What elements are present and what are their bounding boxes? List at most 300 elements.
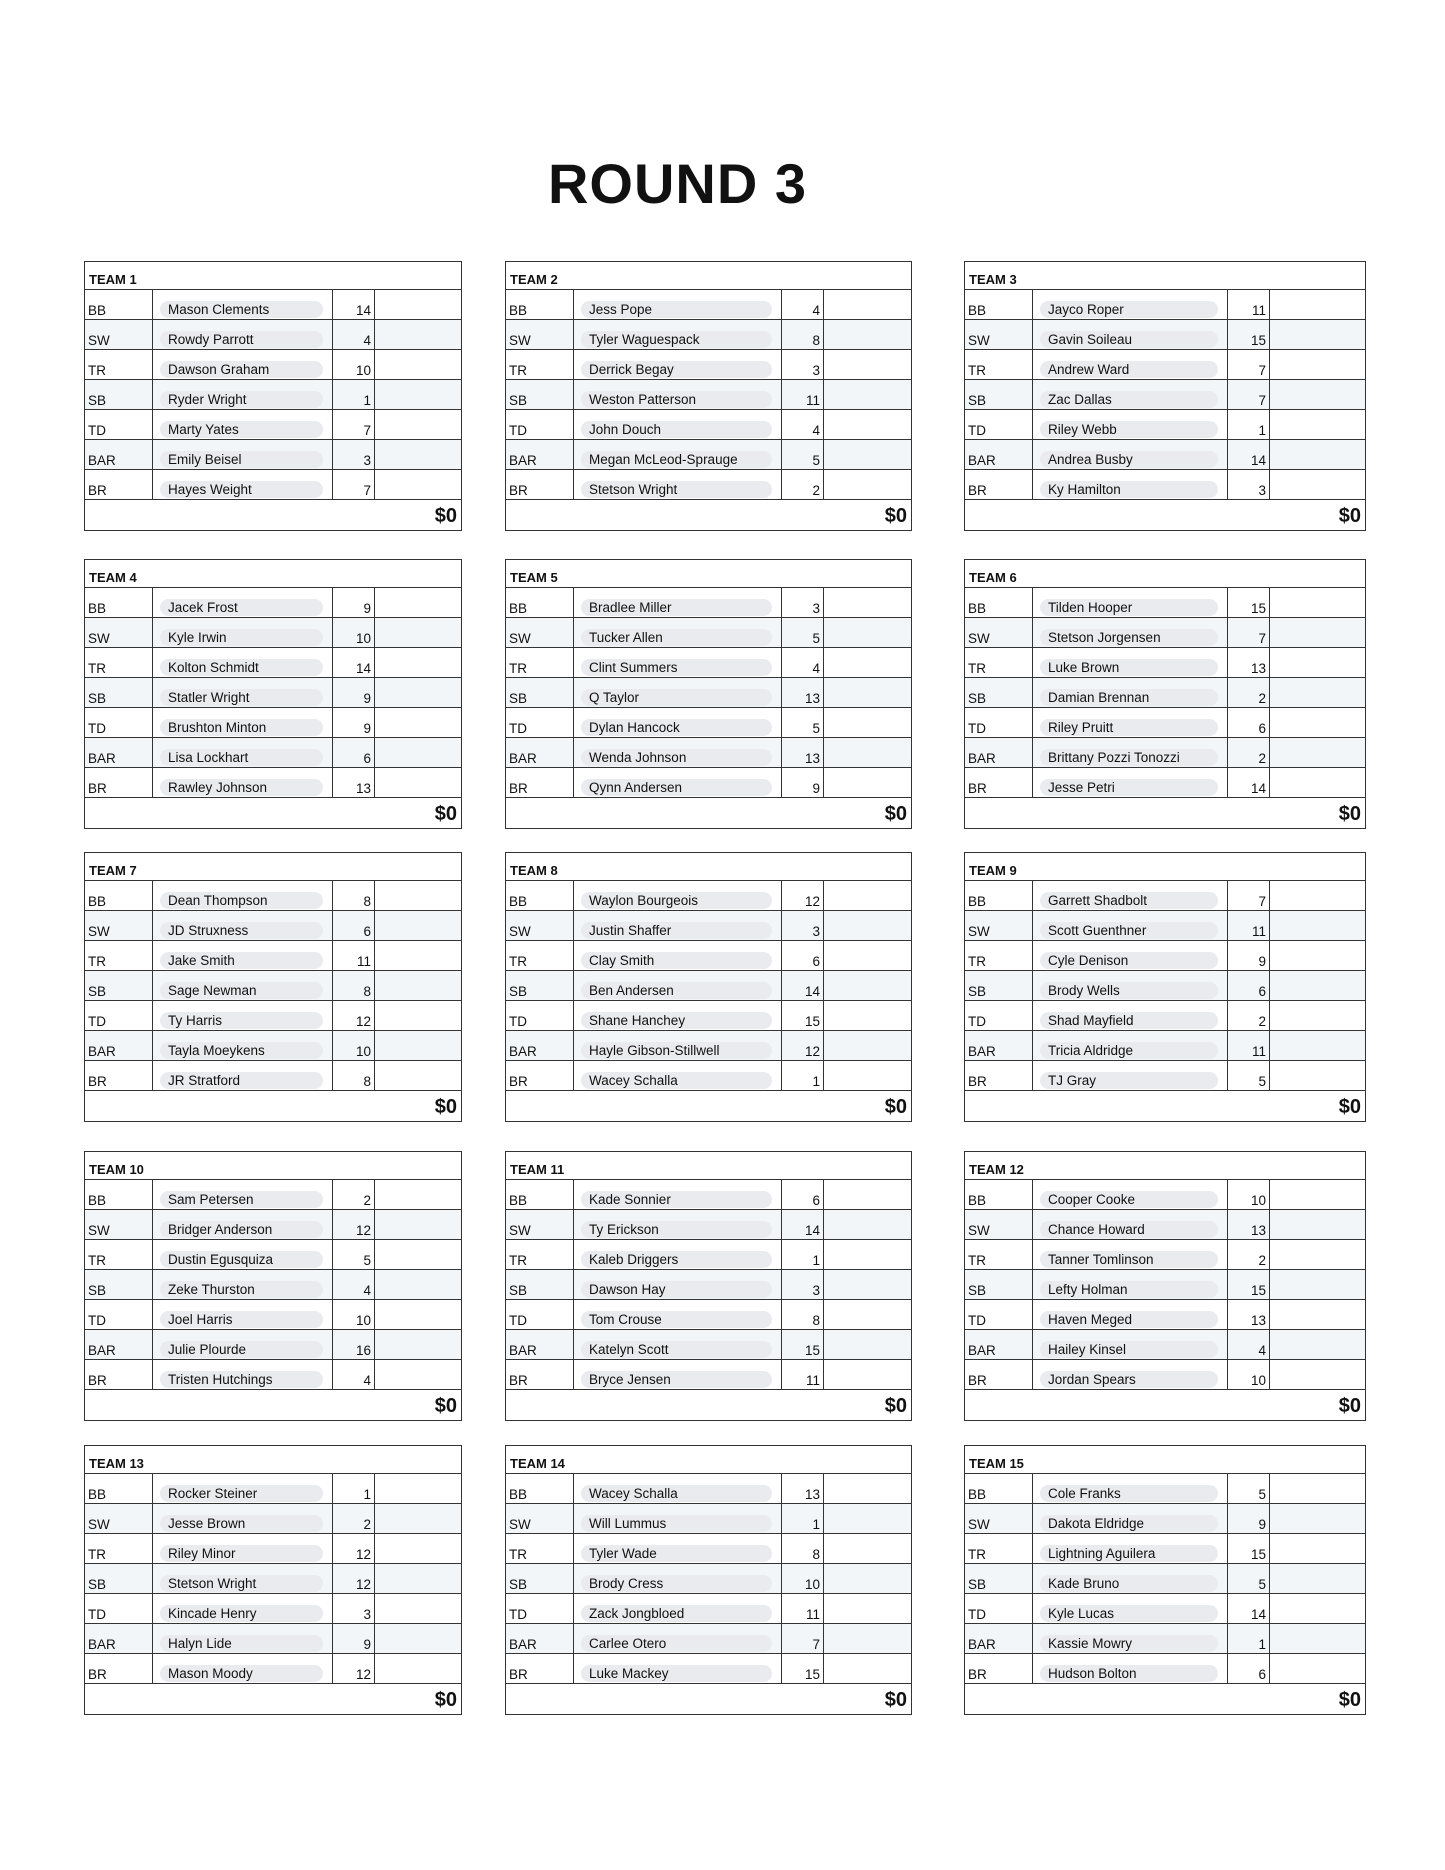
earnings-cell[interactable] (824, 1474, 911, 1503)
event-code: TD (965, 1001, 1033, 1030)
team-row (85, 1360, 461, 1390)
earnings-cell[interactable] (1270, 708, 1365, 737)
team-row (506, 1474, 911, 1504)
earnings-cell[interactable] (375, 380, 461, 409)
player-name[interactable]: Hayes Weight (160, 481, 323, 498)
team-row (965, 588, 1365, 618)
player-cell (574, 768, 782, 797)
player-cell (1033, 1564, 1228, 1593)
player-name[interactable]: Ty Harris (160, 1012, 323, 1029)
player-name[interactable]: Garrett Shadbolt (1040, 892, 1218, 909)
player-name[interactable]: JD Struxness (160, 922, 323, 939)
player-rank: 6 (1228, 1654, 1270, 1683)
earnings-cell[interactable] (824, 1330, 911, 1359)
player-name[interactable]: Tucker Allen (581, 629, 772, 646)
player-name[interactable]: Clay Smith (581, 952, 772, 969)
earnings-cell[interactable] (824, 1534, 911, 1563)
event-code: BR (506, 470, 574, 499)
earnings-cell[interactable] (824, 1210, 911, 1239)
player-name[interactable]: Cole Franks (1040, 1485, 1218, 1502)
player-name[interactable]: Halyn Lide (160, 1635, 323, 1652)
player-name[interactable]: Will Lummus (581, 1515, 772, 1532)
earnings-cell[interactable] (375, 941, 461, 970)
player-name[interactable]: Dylan Hancock (581, 719, 772, 736)
team-name: TEAM 4 (85, 560, 461, 588)
earnings-cell[interactable] (824, 1654, 911, 1683)
player-name[interactable]: Brody Wells (1040, 982, 1218, 999)
earnings-cell[interactable] (375, 1474, 461, 1503)
team-row (85, 1564, 461, 1594)
earnings-cell[interactable] (375, 440, 461, 469)
earnings-cell[interactable] (824, 648, 911, 677)
earnings-cell[interactable] (1270, 648, 1365, 677)
player-name[interactable]: Julie Plourde (160, 1341, 323, 1358)
player-name[interactable]: Mason Moody (160, 1665, 323, 1682)
earnings-cell[interactable] (824, 1300, 911, 1329)
team-row (965, 1474, 1365, 1504)
earnings-cell[interactable] (375, 881, 461, 910)
player-cell (574, 1330, 782, 1359)
earnings-cell[interactable] (375, 971, 461, 1000)
team-row (965, 290, 1365, 320)
earnings-cell[interactable] (824, 941, 911, 970)
player-name[interactable]: Tyler Wade (581, 1545, 772, 1562)
player-name[interactable]: Haven Meged (1040, 1311, 1218, 1328)
player-name[interactable]: JR Stratford (160, 1072, 323, 1089)
earnings-cell[interactable] (375, 1001, 461, 1030)
team-row (85, 1534, 461, 1564)
player-name[interactable]: Lefty Holman (1040, 1281, 1218, 1298)
player-name[interactable]: Bradlee Miller (581, 599, 772, 616)
player-cell (153, 1330, 333, 1359)
event-code: BB (85, 881, 153, 910)
event-code: BR (85, 768, 153, 797)
player-name[interactable]: Ben Andersen (581, 982, 772, 999)
player-cell (1033, 1624, 1228, 1653)
earnings-cell[interactable] (824, 1504, 911, 1533)
player-name[interactable]: Mason Clements (160, 301, 323, 318)
player-name[interactable]: Rawley Johnson (160, 779, 323, 796)
earnings-cell[interactable] (375, 1504, 461, 1533)
earnings-cell[interactable] (1270, 881, 1365, 910)
earnings-cell[interactable] (824, 588, 911, 617)
earnings-cell[interactable] (1270, 1474, 1365, 1503)
earnings-cell[interactable] (824, 410, 911, 439)
player-cell (153, 1360, 333, 1389)
earnings-cell[interactable] (375, 1330, 461, 1359)
earnings-cell[interactable] (375, 618, 461, 647)
earnings-cell[interactable] (375, 1270, 461, 1299)
team-row (85, 1270, 461, 1300)
player-cell (153, 1210, 333, 1239)
player-name[interactable]: Kaleb Driggers (581, 1251, 772, 1268)
player-name[interactable]: Jake Smith (160, 952, 323, 969)
player-name[interactable]: Damian Brennan (1040, 689, 1218, 706)
earnings-cell[interactable] (824, 1001, 911, 1030)
earnings-cell[interactable] (375, 1300, 461, 1329)
player-rank: 13 (782, 1474, 824, 1503)
player-name[interactable]: Bridger Anderson (160, 1221, 323, 1238)
earnings-cell[interactable] (375, 648, 461, 677)
player-name[interactable]: Ty Erickson (581, 1221, 772, 1238)
earnings-cell[interactable] (375, 1534, 461, 1563)
player-name[interactable]: Andrea Busby (1040, 451, 1218, 468)
player-rank: 2 (333, 1180, 375, 1209)
player-name[interactable]: Brody Cress (581, 1575, 772, 1592)
team-row (965, 440, 1365, 470)
player-name[interactable]: Justin Shaffer (581, 922, 772, 939)
player-name[interactable]: Jayco Roper (1040, 301, 1218, 318)
player-cell (153, 768, 333, 797)
player-name[interactable]: Scott Guenthner (1040, 922, 1218, 939)
event-code: TD (85, 708, 153, 737)
player-name[interactable]: John Douch (581, 421, 772, 438)
player-name[interactable]: Clint Summers (581, 659, 772, 676)
player-name[interactable]: Zac Dallas (1040, 391, 1218, 408)
player-cell (574, 1210, 782, 1239)
player-name[interactable]: Riley Pruitt (1040, 719, 1218, 736)
team-row (965, 1330, 1365, 1360)
earnings-cell[interactable] (1270, 1654, 1365, 1683)
player-rank: 11 (1228, 290, 1270, 319)
team-row (506, 470, 911, 500)
player-rank: 15 (1228, 1270, 1270, 1299)
player-name[interactable]: Katelyn Scott (581, 1341, 772, 1358)
earnings-cell[interactable] (1270, 1210, 1365, 1239)
player-name[interactable]: Dawson Graham (160, 361, 323, 378)
team-row (85, 1474, 461, 1504)
earnings-cell[interactable] (375, 1240, 461, 1269)
earnings-cell[interactable] (1270, 380, 1365, 409)
earnings-cell[interactable] (1270, 1594, 1365, 1623)
earnings-cell[interactable] (824, 618, 911, 647)
player-name[interactable]: Stetson Wright (581, 481, 772, 498)
earnings-cell[interactable] (375, 1031, 461, 1060)
earnings-cell[interactable] (824, 1360, 911, 1389)
earnings-cell[interactable] (375, 470, 461, 499)
team-row (965, 1534, 1365, 1564)
player-name[interactable]: Tricia Aldridge (1040, 1042, 1218, 1059)
earnings-cell[interactable] (1270, 941, 1365, 970)
event-code: SW (506, 1210, 574, 1239)
earnings-cell[interactable] (375, 1624, 461, 1653)
player-name[interactable]: Lightning Aguilera (1040, 1545, 1218, 1562)
team-card (505, 1445, 912, 1715)
earnings-cell[interactable] (1270, 1564, 1365, 1593)
team-row (965, 1624, 1365, 1654)
player-name[interactable]: Tristen Hutchings (160, 1371, 323, 1388)
player-name[interactable]: Dustin Egusquiza (160, 1251, 323, 1268)
earnings-cell[interactable] (375, 1061, 461, 1090)
earnings-cell[interactable] (375, 320, 461, 349)
team-row (506, 1594, 911, 1624)
player-rank: 8 (333, 1061, 375, 1090)
earnings-cell[interactable] (375, 410, 461, 439)
player-name[interactable]: Tanner Tomlinson (1040, 1251, 1218, 1268)
player-name[interactable]: Tyler Waguespack (581, 331, 772, 348)
team-name: TEAM 9 (965, 853, 1365, 881)
player-name[interactable]: Jesse Petri (1040, 779, 1218, 796)
event-code: TR (85, 1240, 153, 1269)
earnings-cell[interactable] (375, 350, 461, 379)
player-cell (1033, 290, 1228, 319)
player-name[interactable]: Kade Bruno (1040, 1575, 1218, 1592)
player-rank: 12 (782, 881, 824, 910)
earnings-cell[interactable] (375, 738, 461, 767)
player-name[interactable]: Kassie Mowry (1040, 1635, 1218, 1652)
earnings-cell[interactable] (375, 768, 461, 797)
earnings-cell[interactable] (375, 1180, 461, 1209)
player-name[interactable]: Jesse Brown (160, 1515, 323, 1532)
player-name[interactable]: Derrick Begay (581, 361, 772, 378)
player-name[interactable]: Riley Minor (160, 1545, 323, 1562)
player-name[interactable]: Tilden Hooper (1040, 599, 1218, 616)
event-code: TR (506, 941, 574, 970)
player-rank: 9 (782, 768, 824, 797)
player-name[interactable]: Riley Webb (1040, 421, 1218, 438)
earnings-cell[interactable] (375, 911, 461, 940)
player-name[interactable]: Ryder Wright (160, 391, 323, 408)
earnings-cell[interactable] (824, 1031, 911, 1060)
team-total: $0 (884, 1395, 907, 1417)
player-name[interactable]: Sam Petersen (160, 1191, 323, 1208)
earnings-cell[interactable] (824, 320, 911, 349)
earnings-cell[interactable] (1270, 588, 1365, 617)
earnings-cell[interactable] (824, 1061, 911, 1090)
player-name[interactable]: Kyle Lucas (1040, 1605, 1218, 1622)
event-code: SW (85, 320, 153, 349)
player-name[interactable]: Wacey Schalla (581, 1485, 772, 1502)
player-cell (1033, 648, 1228, 677)
player-name[interactable]: Dean Thompson (160, 892, 323, 909)
player-name[interactable]: Luke Brown (1040, 659, 1218, 676)
earnings-cell[interactable] (1270, 1001, 1365, 1030)
earnings-cell[interactable] (375, 1210, 461, 1239)
earnings-cell[interactable] (1270, 440, 1365, 469)
player-cell (574, 410, 782, 439)
event-code: BR (85, 1654, 153, 1683)
player-cell (153, 1001, 333, 1030)
player-name[interactable]: Rowdy Parrott (160, 331, 323, 348)
team-row (85, 1654, 461, 1684)
event-code: SB (506, 971, 574, 1000)
player-cell (153, 440, 333, 469)
player-cell (153, 1180, 333, 1209)
player-cell (574, 1300, 782, 1329)
player-cell (1033, 1240, 1228, 1269)
earnings-cell[interactable] (824, 440, 911, 469)
team-row (85, 678, 461, 708)
earnings-cell[interactable] (1270, 1360, 1365, 1389)
player-name[interactable]: Jacek Frost (160, 599, 323, 616)
earnings-cell[interactable] (824, 1564, 911, 1593)
earnings-cell[interactable] (375, 1360, 461, 1389)
earnings-cell[interactable] (1270, 290, 1365, 319)
team-total: $0 (884, 803, 907, 825)
event-code: BB (85, 290, 153, 319)
earnings-cell[interactable] (1270, 911, 1365, 940)
player-rank: 5 (782, 618, 824, 647)
earnings-cell[interactable] (375, 290, 461, 319)
player-name[interactable]: TJ Gray (1040, 1072, 1218, 1089)
player-name[interactable]: Dakota Eldridge (1040, 1515, 1218, 1532)
player-name[interactable]: Stetson Jorgensen (1040, 629, 1218, 646)
player-cell (1033, 1270, 1228, 1299)
team-total: $0 (434, 1096, 457, 1118)
player-cell (1033, 1061, 1228, 1090)
player-rank: 11 (1228, 1031, 1270, 1060)
earnings-cell[interactable] (375, 1654, 461, 1683)
player-name[interactable]: Cyle Denison (1040, 952, 1218, 969)
earnings-cell[interactable] (1270, 410, 1365, 439)
team-row (506, 618, 911, 648)
player-rank: 13 (1228, 1210, 1270, 1239)
player-rank: 3 (782, 350, 824, 379)
player-name[interactable]: Lisa Lockhart (160, 749, 323, 766)
player-name[interactable]: Jess Pope (581, 301, 772, 318)
player-name[interactable]: Emily Beisel (160, 451, 323, 468)
player-name[interactable]: Kincade Henry (160, 1605, 323, 1622)
earnings-cell[interactable] (824, 881, 911, 910)
earnings-cell[interactable] (375, 1594, 461, 1623)
player-name[interactable]: Hailey Kinsel (1040, 1341, 1218, 1358)
earnings-cell[interactable] (1270, 320, 1365, 349)
player-name[interactable]: Hayle Gibson-Stillwell (581, 1042, 772, 1059)
team-card (84, 852, 462, 1122)
player-name[interactable]: Zeke Thurston (160, 1281, 323, 1298)
earnings-cell[interactable] (375, 678, 461, 707)
player-name[interactable]: Luke Mackey (581, 1665, 772, 1682)
earnings-cell[interactable] (824, 350, 911, 379)
earnings-cell[interactable] (375, 1564, 461, 1593)
player-name[interactable]: Wacey Schalla (581, 1072, 772, 1089)
earnings-cell[interactable] (1270, 971, 1365, 1000)
earnings-cell[interactable] (1270, 678, 1365, 707)
team-row (506, 648, 911, 678)
player-name[interactable]: Zack Jongbloed (581, 1605, 772, 1622)
earnings-cell[interactable] (824, 911, 911, 940)
player-name[interactable]: Brittany Pozzi Tonozzi (1040, 749, 1218, 766)
player-rank: 9 (1228, 1504, 1270, 1533)
event-code: TR (85, 941, 153, 970)
earnings-cell[interactable] (1270, 1504, 1365, 1533)
team-name: TEAM 6 (965, 560, 1365, 588)
player-name[interactable]: Waylon Bourgeois (581, 892, 772, 909)
player-name[interactable]: Tayla Moeykens (160, 1042, 323, 1059)
player-name[interactable]: Gavin Soileau (1040, 331, 1218, 348)
player-name[interactable]: Tom Crouse (581, 1311, 772, 1328)
player-rank: 12 (333, 1564, 375, 1593)
player-name[interactable]: Wenda Johnson (581, 749, 772, 766)
event-code: TR (85, 1534, 153, 1563)
event-code: TR (965, 1240, 1033, 1269)
earnings-cell[interactable] (1270, 470, 1365, 499)
player-name[interactable]: Kyle Irwin (160, 629, 323, 646)
player-name[interactable]: Q Taylor (581, 689, 772, 706)
earnings-cell[interactable] (1270, 350, 1365, 379)
earnings-cell[interactable] (824, 470, 911, 499)
earnings-cell[interactable] (824, 768, 911, 797)
team-row (965, 410, 1365, 440)
player-name[interactable]: Hudson Bolton (1040, 1665, 1218, 1682)
earnings-cell[interactable] (1270, 1270, 1365, 1299)
player-name[interactable]: Statler Wright (160, 689, 323, 706)
player-name[interactable]: Ky Hamilton (1040, 481, 1218, 498)
earnings-cell[interactable] (1270, 768, 1365, 797)
event-code: SB (965, 678, 1033, 707)
earnings-cell[interactable] (824, 678, 911, 707)
team-row (965, 1594, 1365, 1624)
player-cell (153, 648, 333, 677)
player-name[interactable]: Bryce Jensen (581, 1371, 772, 1388)
earnings-cell[interactable] (1270, 1534, 1365, 1563)
player-name[interactable]: Andrew Ward (1040, 361, 1218, 378)
player-name[interactable]: Kolton Schmidt (160, 659, 323, 676)
earnings-cell[interactable] (1270, 1330, 1365, 1359)
earnings-cell[interactable] (1270, 1240, 1365, 1269)
player-name[interactable]: Stetson Wright (160, 1575, 323, 1592)
player-name[interactable]: Sage Newman (160, 982, 323, 999)
earnings-cell[interactable] (375, 588, 461, 617)
earnings-cell[interactable] (1270, 618, 1365, 647)
team-card (84, 1151, 462, 1421)
earnings-cell[interactable] (1270, 738, 1365, 767)
earnings-cell[interactable] (1270, 1624, 1365, 1653)
earnings-cell[interactable] (824, 1594, 911, 1623)
earnings-cell[interactable] (375, 708, 461, 737)
player-name[interactable]: Qynn Andersen (581, 779, 772, 796)
earnings-cell[interactable] (824, 971, 911, 1000)
player-name[interactable]: Weston Patterson (581, 391, 772, 408)
team-total: $0 (1338, 1096, 1361, 1118)
earnings-cell[interactable] (1270, 1180, 1365, 1209)
player-name[interactable]: Megan McLeod-Sprauge (581, 451, 772, 468)
player-cell (153, 1061, 333, 1090)
player-cell (574, 1180, 782, 1209)
earnings-cell[interactable] (824, 290, 911, 319)
player-cell (574, 708, 782, 737)
player-name[interactable]: Jordan Spears (1040, 1371, 1218, 1388)
earnings-cell[interactable] (824, 738, 911, 767)
player-name[interactable]: Kade Sonnier (581, 1191, 772, 1208)
player-name[interactable]: Marty Yates (160, 421, 323, 438)
earnings-cell[interactable] (1270, 1061, 1365, 1090)
team-total: $0 (1338, 1395, 1361, 1417)
player-name[interactable]: Rocker Steiner (160, 1485, 323, 1502)
player-name[interactable]: Chance Howard (1040, 1221, 1218, 1238)
earnings-cell[interactable] (824, 708, 911, 737)
earnings-cell[interactable] (824, 1270, 911, 1299)
earnings-cell[interactable] (824, 1180, 911, 1209)
player-name[interactable]: Cooper Cooke (1040, 1191, 1218, 1208)
player-name[interactable]: Brushton Minton (160, 719, 323, 736)
player-name[interactable]: Dawson Hay (581, 1281, 772, 1298)
earnings-cell[interactable] (1270, 1300, 1365, 1329)
earnings-cell[interactable] (824, 1240, 911, 1269)
event-code: BB (85, 1180, 153, 1209)
player-name[interactable]: Shad Mayfield (1040, 1012, 1218, 1029)
earnings-cell[interactable] (1270, 1031, 1365, 1060)
player-name[interactable]: Shane Hanchey (581, 1012, 772, 1029)
earnings-cell[interactable] (824, 380, 911, 409)
team-row (965, 470, 1365, 500)
team-row (506, 678, 911, 708)
team-row (965, 1654, 1365, 1684)
player-name[interactable]: Joel Harris (160, 1311, 323, 1328)
player-name[interactable]: Carlee Otero (581, 1635, 772, 1652)
earnings-cell[interactable] (824, 1624, 911, 1653)
player-cell (574, 380, 782, 409)
